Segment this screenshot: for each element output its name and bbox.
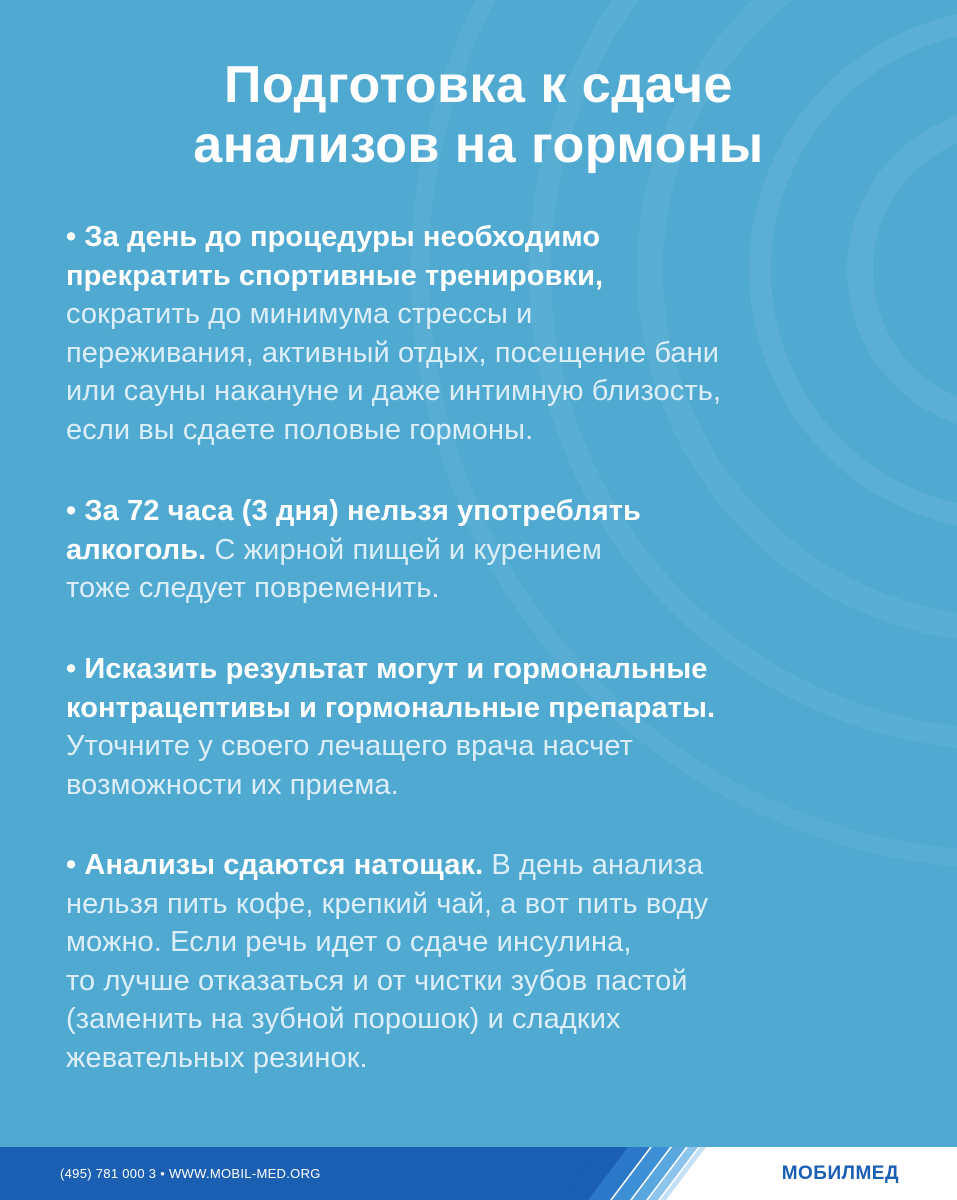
tip-fasting-text-4: то лучше отказаться и от чистки зубов пастой (66, 964, 688, 997)
tip-contraceptives-heading-2: контрацептивы и гормональные препараты. (66, 691, 716, 724)
tip-alcohol-text-2: тоже следует повременить. (66, 572, 440, 604)
tip-fasting-heading: • Анализы сдаются натощак. (66, 849, 484, 881)
tip-fasting-text-1: В день анализа (483, 849, 704, 881)
tip-fasting-text-6: жевательных резинок. (66, 1041, 368, 1074)
tip-fasting (66, 846, 896, 1077)
tip-sports-heading-2: прекратить спортивные тренировки, (66, 259, 604, 292)
tip-alcohol-text-1: С жирной пищей и курением (206, 533, 602, 566)
title-line-1: Подготовка к сдаче (224, 56, 733, 114)
tip-fasting-text-2: нельзя пить кофе, крепкий чай, а вот пить воду (66, 887, 709, 920)
tip-contraceptives (66, 650, 896, 804)
page-title (0, 55, 957, 175)
footer (0, 1147, 957, 1200)
footer-contacts: (495) 781 000 3 • WWW.MOBIL-MED.ORG (60, 1166, 321, 1181)
brand-logo: МОБИЛМЕД (781, 1163, 899, 1184)
tip-contraceptives-text-1: Уточните у своего лечащего врача насчет (66, 730, 634, 762)
tip-sports-text-1: сократить до минимума стрессы и (66, 298, 533, 330)
tip-sports (66, 218, 896, 449)
tip-alcohol (66, 492, 896, 608)
tip-sports-text-4: если вы сдаете половые гормоны. (66, 413, 534, 446)
tip-fasting-text-3: можно. Если речь идет о сдаче инсулина, (66, 926, 632, 958)
tip-alcohol-heading-1: • За 72 часа (3 дня) нельзя употреблять (66, 495, 641, 527)
tip-sports-text-3: или сауны накануне и даже интимную близость, (66, 375, 722, 407)
tip-contraceptives-text-2: возможности их приема. (66, 768, 399, 801)
title-line-2: анализов на гормоны (193, 116, 764, 174)
tip-sports-heading-1: • За день до процедуры необходимо (66, 221, 601, 253)
tip-sports-text-2: переживания, активный отдых, посещение бани (66, 336, 720, 369)
tip-fasting-text-5: (заменить на зубной порошок) и сладких (66, 1003, 621, 1035)
tip-alcohol-heading-2: алкоголь. (66, 533, 207, 566)
tip-contraceptives-heading-1: • Исказить результат могут и гормональные (66, 653, 708, 685)
